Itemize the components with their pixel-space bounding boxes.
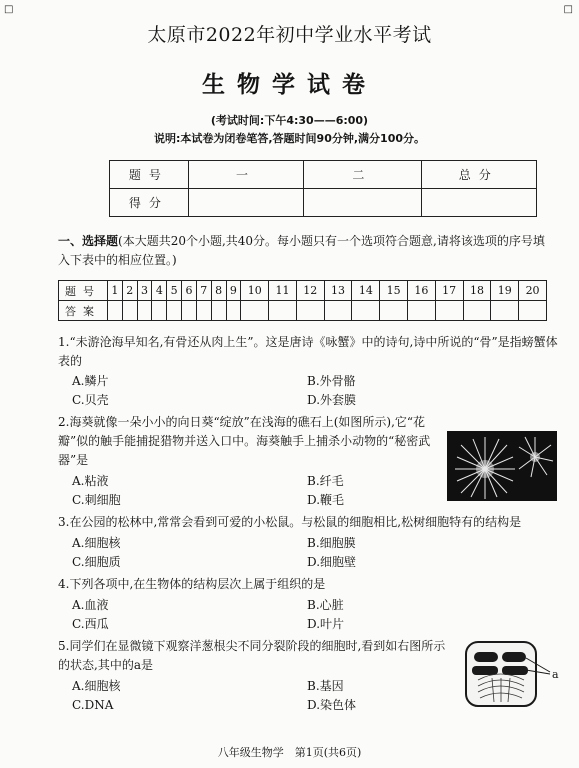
dividing-cell-figure — [462, 638, 562, 712]
question-1-option-b: B.外骨骼 — [307, 374, 356, 388]
question-2-option-a: A.粘液 — [72, 474, 109, 488]
question-1-option-c: C.贝壳 — [72, 393, 109, 407]
answer-table-blank — [108, 301, 123, 321]
answer-table-number: 1 — [108, 281, 123, 301]
question-5-option-d: D.染色体 — [307, 698, 357, 712]
section-1-heading — [58, 232, 550, 270]
answer-table-number: 14 — [352, 281, 380, 301]
answer-table-blank — [296, 301, 324, 321]
answer-table-blank — [182, 301, 197, 321]
answer-table-number: 20 — [519, 281, 547, 301]
answer-table-blank — [324, 301, 352, 321]
sea-anemone-image — [447, 431, 557, 501]
section-1-label: 一、选择题 — [58, 234, 119, 248]
answer-table-number: 7 — [196, 281, 211, 301]
question-5-stem: 5.同学们在显微镜下观察洋葱根尖不同分裂阶段的细胞时,看到如右图所示的状态,其中的a是 — [58, 639, 446, 672]
answer-table-blank — [408, 301, 436, 321]
question-1-stem: 1.“未游沧海早知名,有骨还从肉上生”。这是唐诗《咏蟹》中的诗句,诗中所说的“骨”是指螃蟹体表的 — [58, 335, 558, 368]
answer-table-number-row — [59, 281, 547, 301]
answer-table — [58, 280, 547, 321]
question-2 — [58, 413, 448, 470]
question-5-option-a: A.细胞核 — [72, 679, 121, 693]
answer-table-number: 18 — [463, 281, 491, 301]
answer-table-blank — [137, 301, 152, 321]
score-row-label: 得分 — [110, 189, 189, 217]
question-5-option-b: B.基因 — [307, 679, 344, 693]
answer-table-number: 8 — [211, 281, 226, 301]
answer-table-number: 9 — [226, 281, 241, 301]
question-2-option-d: D.鞭毛 — [307, 493, 345, 507]
answer-table-number: 2 — [122, 281, 137, 301]
score-table-header-row — [110, 161, 537, 189]
answer-table-number: 6 — [182, 281, 197, 301]
score-header-cell: 总分 — [421, 161, 536, 189]
question-4-option-b: B.心脏 — [307, 598, 344, 612]
sea-anemone-photo — [447, 431, 557, 501]
question-5-option-c: C.DNA — [72, 698, 114, 712]
answer-table-blank — [491, 301, 519, 321]
answer-table-number: 10 — [241, 281, 269, 301]
question-2-option-c: C.刺细胞 — [72, 493, 121, 507]
exam-note: 说明:本试卷为闭卷笔答,答题时间90分钟,满分100分。 — [153, 132, 426, 145]
dividing-cell-image — [462, 638, 562, 712]
question-2-stem: 2.海葵就像一朵小小的向日葵“绽放”在浅海的礁石上(如图所示),它“花瓣”似的触手能捕捉猎物并送入口中。海葵触手上捕杀小动物的“秘密武器”是 — [58, 415, 431, 467]
question-2-option-b: B.纤毛 — [307, 474, 344, 488]
exam-title: 太原市2022年初中学业水平考试 — [147, 24, 432, 46]
answer-table-number: 4 — [152, 281, 167, 301]
score-table — [109, 160, 537, 217]
question-5 — [58, 637, 448, 675]
corner-mark-right: □ — [563, 4, 573, 15]
answer-table-answer-row — [59, 301, 547, 321]
figure-label-a: a — [552, 668, 559, 681]
answer-table-number: 11 — [269, 281, 297, 301]
score-cell — [188, 189, 303, 217]
question-4-option-a: A.血液 — [72, 598, 109, 612]
page-footer: 八年级生物学 第1页(共6页) — [217, 746, 362, 759]
answer-table-blank — [435, 301, 463, 321]
subject-title: 生物学试卷 — [202, 71, 377, 98]
question-4-option-d: D.叶片 — [307, 617, 345, 631]
answer-table-blank — [352, 301, 380, 321]
answer-table-number: 12 — [296, 281, 324, 301]
answer-table-number-label: 题号 — [59, 281, 108, 301]
answer-table-blank — [463, 301, 491, 321]
answer-table-blank — [196, 301, 211, 321]
answer-table-blank — [152, 301, 167, 321]
section-1-instructions: (本大题共20个小题,共40分。每小题只有一个选项符合题意,请将该选项的序号填入下表中的相应位置。) — [58, 234, 545, 267]
answer-table-blank — [519, 301, 547, 321]
answer-table-blank — [380, 301, 408, 321]
score-cell — [304, 189, 421, 217]
question-4-stem: 4.下列各项中,在生物体的结构层次上属于组织的是 — [58, 577, 326, 591]
corner-mark-left: □ — [4, 4, 14, 15]
answer-table-answer-label: 答案 — [59, 301, 108, 321]
score-header-cell: 二 — [304, 161, 421, 189]
question-3-stem: 3.在公园的松林中,常常会看到可爱的小松鼠。与松鼠的细胞相比,松树细胞特有的结构是 — [58, 515, 522, 529]
answer-table-number: 19 — [491, 281, 519, 301]
answer-table-blank — [211, 301, 226, 321]
question-1-option-a: A.鳞片 — [72, 374, 109, 388]
question-4 — [58, 575, 558, 594]
question-3-option-b: B.细胞膜 — [307, 536, 356, 550]
answer-table-number: 5 — [167, 281, 182, 301]
question-3-option-c: C.细胞质 — [72, 555, 121, 569]
score-header-cell: 题号 — [110, 161, 189, 189]
score-cell — [421, 189, 536, 217]
question-1-option-d: D.外套膜 — [307, 393, 357, 407]
exam-time: (考试时间:下午4:30——6:00) — [210, 114, 369, 127]
answer-table-blank — [167, 301, 182, 321]
question-3-option-d: D.细胞壁 — [307, 555, 357, 569]
question-3-option-a: A.细胞核 — [72, 536, 121, 550]
question-4-option-c: C.西瓜 — [72, 617, 109, 631]
answer-table-number: 3 — [137, 281, 152, 301]
question-3 — [58, 513, 558, 532]
answer-table-number: 17 — [435, 281, 463, 301]
answer-table-blank — [241, 301, 269, 321]
answer-table-blank — [269, 301, 297, 321]
answer-table-number: 13 — [324, 281, 352, 301]
answer-table-number: 16 — [408, 281, 436, 301]
answer-table-blank — [226, 301, 241, 321]
answer-table-blank — [122, 301, 137, 321]
answer-table-number: 15 — [380, 281, 408, 301]
score-table-score-row — [110, 189, 537, 217]
question-1 — [58, 333, 558, 371]
score-header-cell: 一 — [188, 161, 303, 189]
